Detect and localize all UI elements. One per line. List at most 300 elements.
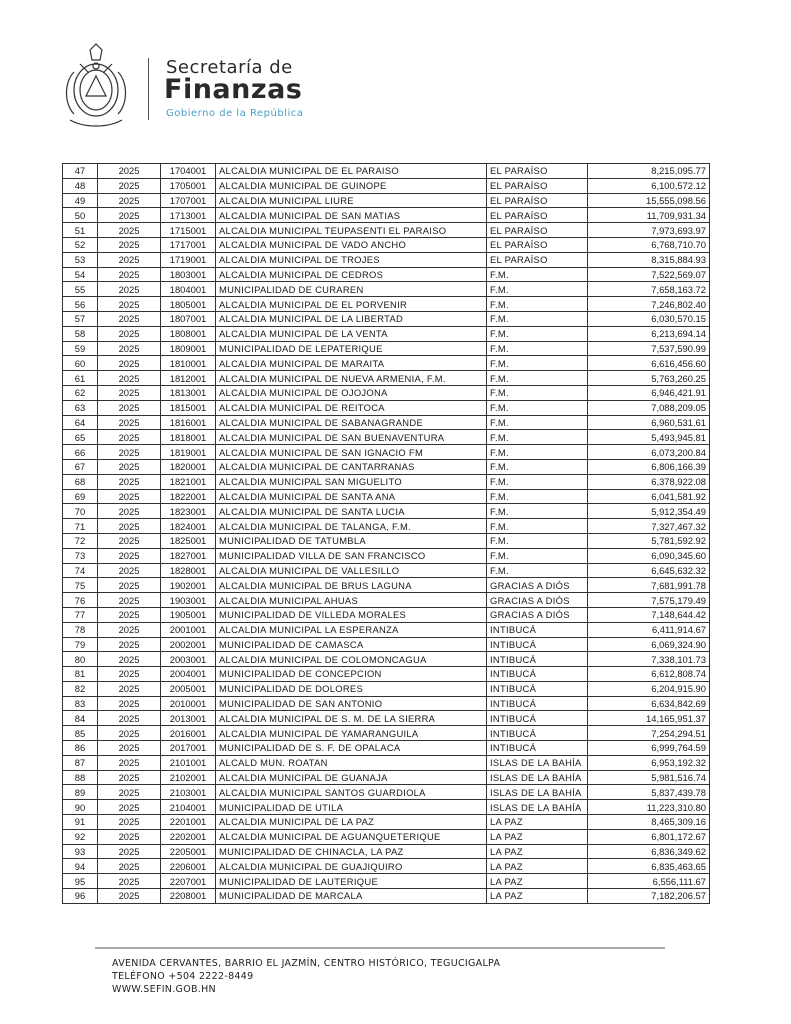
- table-row: [63, 178, 710, 193]
- amount-cell: 7,681,991.78: [588, 578, 710, 593]
- code-cell: 2206001: [161, 859, 216, 874]
- municipality-cell: ALCALDIA MUNICIPAL DE REITOCA: [216, 400, 487, 415]
- code-cell: 2013001: [161, 711, 216, 726]
- table-row: [63, 667, 710, 682]
- year-cell: 2025: [98, 223, 161, 238]
- year-cell: 2025: [98, 667, 161, 682]
- table-row: [63, 208, 710, 223]
- municipality-cell: ALCALDIA MUNICIPAL DE GUINOPE: [216, 178, 487, 193]
- code-cell: 1719001: [161, 252, 216, 267]
- municipality-cell: ALCALDIA MUNICIPAL LA ESPERANZA: [216, 622, 487, 637]
- municipality-cell: ALCALDIA MUNICIPAL DE COLOMONCAGUA: [216, 652, 487, 667]
- table-row: [63, 252, 710, 267]
- table-row: [63, 400, 710, 415]
- department-cell: EL PARAÍSO: [487, 178, 588, 193]
- code-cell: 2207001: [161, 874, 216, 889]
- municipality-cell: ALCALDIA MUNICIPAL DE SANTA ANA: [216, 489, 487, 504]
- year-cell: 2025: [98, 741, 161, 756]
- department-cell: F.M.: [487, 385, 588, 400]
- year-cell: 2025: [98, 593, 161, 608]
- table-row: [63, 785, 710, 800]
- amount-cell: 6,411,914.67: [588, 622, 710, 637]
- department-cell: INTIBUCÁ: [487, 667, 588, 682]
- department-cell: INTIBUCÁ: [487, 711, 588, 726]
- amount-cell: 8,315,884.93: [588, 252, 710, 267]
- department-cell: LA PAZ: [487, 844, 588, 859]
- municipality-cell: ALCALDIA MUNICIPAL DE YAMARANGUILA: [216, 726, 487, 741]
- department-cell: EL PARAÍSO: [487, 252, 588, 267]
- row-number-cell: 67: [63, 459, 98, 474]
- code-cell: 1825001: [161, 533, 216, 548]
- code-cell: 2002001: [161, 637, 216, 652]
- year-cell: 2025: [98, 681, 161, 696]
- row-number-cell: 90: [63, 800, 98, 815]
- department-cell: INTIBUCÁ: [487, 681, 588, 696]
- table-row: [63, 593, 710, 608]
- code-cell: 2102001: [161, 770, 216, 785]
- department-cell: INTIBUCÁ: [487, 696, 588, 711]
- department-cell: F.M.: [487, 415, 588, 430]
- amount-cell: 5,781,592.92: [588, 533, 710, 548]
- row-number-cell: 68: [63, 474, 98, 489]
- year-cell: 2025: [98, 267, 161, 282]
- table-row: [63, 282, 710, 297]
- table-row: [63, 652, 710, 667]
- row-number-cell: 96: [63, 889, 98, 904]
- row-number-cell: 77: [63, 607, 98, 622]
- code-cell: 1808001: [161, 326, 216, 341]
- amount-cell: 6,378,922.08: [588, 474, 710, 489]
- year-cell: 2025: [98, 800, 161, 815]
- row-number-cell: 51: [63, 223, 98, 238]
- municipality-cell: ALCALDIA MUNICIPAL DE SABANAGRANDE: [216, 415, 487, 430]
- row-number-cell: 95: [63, 874, 98, 889]
- municipality-cell: ALCALDIA MUNICIPAL DE LA LIBERTAD: [216, 311, 487, 326]
- amount-cell: 7,148,644.42: [588, 607, 710, 622]
- amount-cell: 8,215,095.77: [588, 164, 710, 179]
- municipality-cell: MUNICIPALIDAD DE LAUTERIQUE: [216, 874, 487, 889]
- year-cell: 2025: [98, 430, 161, 445]
- municipality-cell: ALCALDIA MUNICIPAL DE GUANAJA: [216, 770, 487, 785]
- brand-line-2: Finanzas: [164, 74, 303, 105]
- table-row: [63, 889, 710, 904]
- year-cell: 2025: [98, 548, 161, 563]
- row-number-cell: 78: [63, 622, 98, 637]
- row-number-cell: 82: [63, 681, 98, 696]
- code-cell: 2004001: [161, 667, 216, 682]
- year-cell: 2025: [98, 785, 161, 800]
- code-cell: 1807001: [161, 311, 216, 326]
- table-row: [63, 844, 710, 859]
- year-cell: 2025: [98, 400, 161, 415]
- code-cell: 1828001: [161, 563, 216, 578]
- row-number-cell: 52: [63, 237, 98, 252]
- amount-cell: 7,088,209.05: [588, 400, 710, 415]
- amount-cell: 5,981,516.74: [588, 770, 710, 785]
- row-number-cell: 86: [63, 741, 98, 756]
- year-cell: 2025: [98, 563, 161, 578]
- amount-cell: 5,493,945.81: [588, 430, 710, 445]
- municipality-cell: MUNICIPALIDAD DE CURAREN: [216, 282, 487, 297]
- year-cell: 2025: [98, 415, 161, 430]
- municipality-cell: ALCALDIA MUNICIPAL DE SANTA LUCIA: [216, 504, 487, 519]
- table-row: [63, 385, 710, 400]
- row-number-cell: 89: [63, 785, 98, 800]
- row-number-cell: 75: [63, 578, 98, 593]
- year-cell: 2025: [98, 326, 161, 341]
- year-cell: 2025: [98, 578, 161, 593]
- code-cell: 1821001: [161, 474, 216, 489]
- code-cell: 1816001: [161, 415, 216, 430]
- municipality-cell: ALCALDIA MUNICIPAL DE OJOJONA: [216, 385, 487, 400]
- table-row: [63, 474, 710, 489]
- row-number-cell: 88: [63, 770, 98, 785]
- year-cell: 2025: [98, 504, 161, 519]
- municipality-cell: ALCALDIA MUNICIPAL SANTOS GUARDIOLA: [216, 785, 487, 800]
- department-cell: F.M.: [487, 341, 588, 356]
- year-cell: 2025: [98, 208, 161, 223]
- table-row: [63, 622, 710, 637]
- row-number-cell: 70: [63, 504, 98, 519]
- row-number-cell: 65: [63, 430, 98, 445]
- amount-cell: 6,801,172.67: [588, 829, 710, 844]
- row-number-cell: 64: [63, 415, 98, 430]
- department-cell: F.M.: [487, 563, 588, 578]
- amount-cell: 7,522,569.07: [588, 267, 710, 282]
- footer-website: WWW.SEFIN.GOB.HN: [112, 984, 216, 995]
- year-cell: 2025: [98, 385, 161, 400]
- year-cell: 2025: [98, 459, 161, 474]
- year-cell: 2025: [98, 164, 161, 179]
- municipality-cell: ALCALDIA MUNICIPAL DE LA VENTA: [216, 326, 487, 341]
- table-row: [63, 489, 710, 504]
- code-cell: 1705001: [161, 178, 216, 193]
- municipality-cell: ALCALDIA MUNICIPAL DE NUEVA ARMENIA, F.M.: [216, 371, 487, 386]
- code-cell: 1819001: [161, 445, 216, 460]
- municipality-cell: ALCALDIA MUNICIPAL DE SAN IGNACIO FM: [216, 445, 487, 460]
- row-number-cell: 57: [63, 311, 98, 326]
- year-cell: 2025: [98, 533, 161, 548]
- amount-cell: 6,835,463.65: [588, 859, 710, 874]
- code-cell: 1717001: [161, 237, 216, 252]
- amount-cell: 6,953,192.32: [588, 755, 710, 770]
- amount-cell: 6,100,572.12: [588, 178, 710, 193]
- municipality-cell: ALCALDIA MUNICIPAL DE TALANGA, F.M.: [216, 519, 487, 534]
- year-cell: 2025: [98, 297, 161, 312]
- year-cell: 2025: [98, 178, 161, 193]
- row-number-cell: 87: [63, 755, 98, 770]
- code-cell: 2016001: [161, 726, 216, 741]
- row-number-cell: 54: [63, 267, 98, 282]
- table-row: [63, 800, 710, 815]
- year-cell: 2025: [98, 637, 161, 652]
- municipality-cell: ALCALDIA MUNICIPAL DE TROJES: [216, 252, 487, 267]
- table-row: [63, 164, 710, 179]
- year-cell: 2025: [98, 489, 161, 504]
- department-cell: EL PARAÍSO: [487, 164, 588, 179]
- row-number-cell: 84: [63, 711, 98, 726]
- department-cell: ISLAS DE LA BAHÍA: [487, 800, 588, 815]
- municipality-cell: ALCALDIA MUNICIPAL DE VALLESILLO: [216, 563, 487, 578]
- department-cell: F.M.: [487, 548, 588, 563]
- municipality-cell: ALCALDIA MUNICIPAL TEUPASENTI EL PARAISO: [216, 223, 487, 238]
- amount-cell: 7,575,179.49: [588, 593, 710, 608]
- amount-cell: 11,223,310.80: [588, 800, 710, 815]
- amount-cell: 11,709,931.34: [588, 208, 710, 223]
- municipality-cell: ALCALDIA MUNICIPAL DE CEDROS: [216, 267, 487, 282]
- code-cell: 2202001: [161, 829, 216, 844]
- table-row: [63, 815, 710, 830]
- row-number-cell: 55: [63, 282, 98, 297]
- department-cell: GRACIAS A DIÓS: [487, 607, 588, 622]
- code-cell: 2205001: [161, 844, 216, 859]
- year-cell: 2025: [98, 770, 161, 785]
- table-row: [63, 711, 710, 726]
- header-divider: [148, 58, 149, 120]
- amount-cell: 5,763,260.25: [588, 371, 710, 386]
- row-number-cell: 53: [63, 252, 98, 267]
- year-cell: 2025: [98, 711, 161, 726]
- amount-cell: 6,960,531.61: [588, 415, 710, 430]
- year-cell: 2025: [98, 252, 161, 267]
- row-number-cell: 66: [63, 445, 98, 460]
- year-cell: 2025: [98, 311, 161, 326]
- code-cell: 2104001: [161, 800, 216, 815]
- table-row: [63, 341, 710, 356]
- amount-cell: 15,555,098.56: [588, 193, 710, 208]
- code-cell: 2005001: [161, 681, 216, 696]
- amount-cell: 6,612,808.74: [588, 667, 710, 682]
- year-cell: 2025: [98, 474, 161, 489]
- row-number-cell: 48: [63, 178, 98, 193]
- code-cell: 1803001: [161, 267, 216, 282]
- row-number-cell: 61: [63, 371, 98, 386]
- table-row: [63, 829, 710, 844]
- row-number-cell: 76: [63, 593, 98, 608]
- code-cell: 2003001: [161, 652, 216, 667]
- code-cell: 1812001: [161, 371, 216, 386]
- table-row: [63, 504, 710, 519]
- department-cell: INTIBUCÁ: [487, 652, 588, 667]
- municipality-cell: ALCALDIA MUNICIPAL DE VADO ANCHO: [216, 237, 487, 252]
- amount-cell: 6,806,166.39: [588, 459, 710, 474]
- year-cell: 2025: [98, 356, 161, 371]
- year-cell: 2025: [98, 622, 161, 637]
- department-cell: ISLAS DE LA BAHÍA: [487, 770, 588, 785]
- department-cell: F.M.: [487, 371, 588, 386]
- row-number-cell: 63: [63, 400, 98, 415]
- year-cell: 2025: [98, 282, 161, 297]
- brand-line-1: Secretaría de: [166, 57, 293, 78]
- municipality-cell: ALCALD MUN. ROATAN: [216, 755, 487, 770]
- department-cell: ISLAS DE LA BAHÍA: [487, 755, 588, 770]
- amount-cell: 6,946,421.91: [588, 385, 710, 400]
- table-row: [63, 726, 710, 741]
- amount-cell: 6,768,710.70: [588, 237, 710, 252]
- department-cell: F.M.: [487, 459, 588, 474]
- municipality-cell: ALCALDIA MUNICIPAL SAN MIGUELITO: [216, 474, 487, 489]
- department-cell: F.M.: [487, 326, 588, 341]
- table-row: [63, 311, 710, 326]
- table-row: [63, 859, 710, 874]
- row-number-cell: 71: [63, 519, 98, 534]
- table-row: [63, 415, 710, 430]
- code-cell: 2001001: [161, 622, 216, 637]
- year-cell: 2025: [98, 519, 161, 534]
- amount-cell: 6,556,111.67: [588, 874, 710, 889]
- row-number-cell: 69: [63, 489, 98, 504]
- year-cell: 2025: [98, 874, 161, 889]
- table-row: [63, 519, 710, 534]
- municipality-cell: ALCALDIA MUNICIPAL DE AGUANQUETERIQUE: [216, 829, 487, 844]
- municipality-cell: MUNICIPALIDAD DE VILLEDA MORALES: [216, 607, 487, 622]
- table-row: [63, 741, 710, 756]
- year-cell: 2025: [98, 859, 161, 874]
- footer-divider: [95, 947, 665, 949]
- amount-cell: 7,537,590.99: [588, 341, 710, 356]
- table-row: [63, 371, 710, 386]
- municipality-cell: MUNICIPALIDAD DE MARCALA: [216, 889, 487, 904]
- code-cell: 2208001: [161, 889, 216, 904]
- municipality-cell: ALCALDIA MUNICIPAL AHUAS: [216, 593, 487, 608]
- row-number-cell: 92: [63, 829, 98, 844]
- year-cell: 2025: [98, 815, 161, 830]
- year-cell: 2025: [98, 652, 161, 667]
- year-cell: 2025: [98, 371, 161, 386]
- code-cell: 1902001: [161, 578, 216, 593]
- department-cell: F.M.: [487, 297, 588, 312]
- table-row: [63, 459, 710, 474]
- code-cell: 1809001: [161, 341, 216, 356]
- row-number-cell: 56: [63, 297, 98, 312]
- row-number-cell: 85: [63, 726, 98, 741]
- row-number-cell: 59: [63, 341, 98, 356]
- amount-cell: 14,165,951.37: [588, 711, 710, 726]
- department-cell: F.M.: [487, 282, 588, 297]
- code-cell: 1824001: [161, 519, 216, 534]
- municipality-cell: MUNICIPALIDAD DE CAMASCA: [216, 637, 487, 652]
- table-row: [63, 637, 710, 652]
- row-number-cell: 94: [63, 859, 98, 874]
- table-row: [63, 770, 710, 785]
- table-row: [63, 430, 710, 445]
- table-row: [63, 755, 710, 770]
- year-cell: 2025: [98, 445, 161, 460]
- municipality-cell: MUNICIPALIDAD DE LEPATERIQUE: [216, 341, 487, 356]
- year-cell: 2025: [98, 237, 161, 252]
- letterhead: [60, 42, 380, 132]
- code-cell: 2101001: [161, 755, 216, 770]
- table-row: [63, 533, 710, 548]
- row-number-cell: 74: [63, 563, 98, 578]
- municipality-cell: MUNICIPALIDAD VILLA DE SAN FRANCISCO: [216, 548, 487, 563]
- municipality-cell: ALCALDIA MUNICIPAL DE LA PAZ: [216, 815, 487, 830]
- year-cell: 2025: [98, 755, 161, 770]
- table-row: [63, 223, 710, 238]
- brand-line-3: Gobierno de la República: [166, 108, 304, 119]
- amount-cell: 6,204,915.90: [588, 681, 710, 696]
- municipality-cell: ALCALDIA MUNICIPAL DE EL PARAISO: [216, 164, 487, 179]
- amount-cell: 7,658,163.72: [588, 282, 710, 297]
- table-row: [63, 607, 710, 622]
- code-cell: 2201001: [161, 815, 216, 830]
- department-cell: F.M.: [487, 267, 588, 282]
- department-cell: LA PAZ: [487, 815, 588, 830]
- year-cell: 2025: [98, 889, 161, 904]
- table-row: [63, 696, 710, 711]
- code-cell: 2103001: [161, 785, 216, 800]
- amount-cell: 6,030,570.15: [588, 311, 710, 326]
- table-row: [63, 548, 710, 563]
- row-number-cell: 72: [63, 533, 98, 548]
- code-cell: 1815001: [161, 400, 216, 415]
- municipality-cell: ALCALDIA MUNICIPAL LIURE: [216, 193, 487, 208]
- code-cell: 1827001: [161, 548, 216, 563]
- department-cell: INTIBUCÁ: [487, 741, 588, 756]
- department-cell: F.M.: [487, 519, 588, 534]
- amount-cell: 6,090,345.60: [588, 548, 710, 563]
- table-row: [63, 326, 710, 341]
- department-cell: INTIBUCÁ: [487, 622, 588, 637]
- amount-cell: 7,182,206.57: [588, 889, 710, 904]
- year-cell: 2025: [98, 726, 161, 741]
- row-number-cell: 93: [63, 844, 98, 859]
- department-cell: F.M.: [487, 445, 588, 460]
- table-row: [63, 267, 710, 282]
- row-number-cell: 50: [63, 208, 98, 223]
- code-cell: 1715001: [161, 223, 216, 238]
- amount-cell: 6,645,632.32: [588, 563, 710, 578]
- department-cell: F.M.: [487, 430, 588, 445]
- municipality-cell: ALCALDIA MUNICIPAL DE MARAITA: [216, 356, 487, 371]
- coat-of-arms-icon: [60, 42, 132, 130]
- municipality-cell: MUNICIPALIDAD DE CONCEPCION: [216, 667, 487, 682]
- department-cell: F.M.: [487, 504, 588, 519]
- table-row: [63, 237, 710, 252]
- municipality-cell: ALCALDIA MUNICIPAL DE EL PORVENIR: [216, 297, 487, 312]
- department-cell: GRACIAS A DIÓS: [487, 593, 588, 608]
- row-number-cell: 62: [63, 385, 98, 400]
- department-cell: EL PARAÍSO: [487, 223, 588, 238]
- row-number-cell: 49: [63, 193, 98, 208]
- amount-cell: 6,041,581.92: [588, 489, 710, 504]
- table-row: [63, 445, 710, 460]
- department-cell: GRACIAS A DIÓS: [487, 578, 588, 593]
- department-cell: LA PAZ: [487, 829, 588, 844]
- footer-phone: TELÉFONO +504 2222-8449: [112, 971, 254, 982]
- year-cell: 2025: [98, 696, 161, 711]
- municipality-cell: ALCALDIA MUNICIPAL DE GUAJIQUIRO: [216, 859, 487, 874]
- municipality-cell: ALCALDIA MUNICIPAL DE S. M. DE LA SIERRA: [216, 711, 487, 726]
- table-row: [63, 874, 710, 889]
- municipality-cell: MUNICIPALIDAD DE SAN ANTONIO: [216, 696, 487, 711]
- department-cell: ISLAS DE LA BAHÍA: [487, 785, 588, 800]
- code-cell: 1804001: [161, 282, 216, 297]
- row-number-cell: 79: [63, 637, 98, 652]
- municipality-cell: ALCALDIA MUNICIPAL DE CANTARRANAS: [216, 459, 487, 474]
- table-row: [63, 356, 710, 371]
- amount-cell: 7,973,693.97: [588, 223, 710, 238]
- footer: [112, 957, 500, 996]
- amount-cell: 6,836,349.62: [588, 844, 710, 859]
- year-cell: 2025: [98, 341, 161, 356]
- municipality-cell: MUNICIPALIDAD DE UTILA: [216, 800, 487, 815]
- row-number-cell: 47: [63, 164, 98, 179]
- table-row: [63, 563, 710, 578]
- department-cell: LA PAZ: [487, 889, 588, 904]
- row-number-cell: 80: [63, 652, 98, 667]
- amount-cell: 7,338,101.73: [588, 652, 710, 667]
